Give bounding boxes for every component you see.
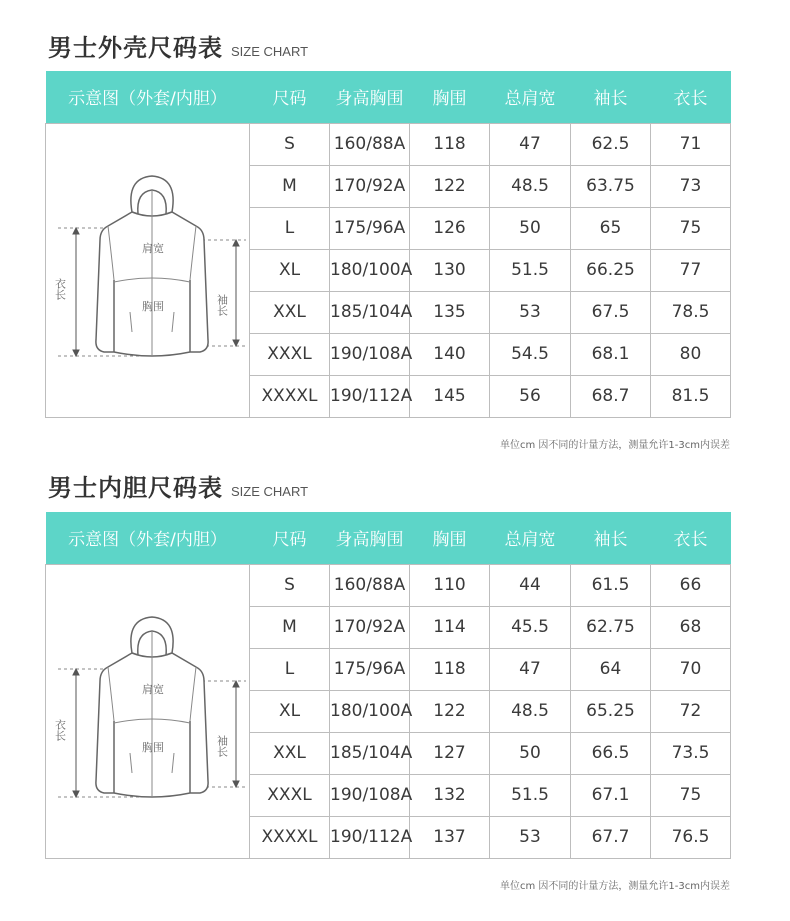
table-cell: 70 xyxy=(651,648,731,690)
table-cell: 66 xyxy=(651,564,731,606)
table-cell: 62.5 xyxy=(571,123,651,165)
length-label: 衣长 xyxy=(53,278,66,300)
table-cell: 48.5 xyxy=(490,165,571,207)
table-cell: 66.5 xyxy=(571,732,651,774)
table-cell: XL xyxy=(250,690,330,732)
table-cell: 65 xyxy=(571,207,651,249)
table-cell: 67.7 xyxy=(571,816,651,858)
table-cell: 78.5 xyxy=(651,291,731,333)
table-cell: 64 xyxy=(571,648,651,690)
table-cell: 75 xyxy=(651,207,731,249)
table-cell: 65.25 xyxy=(571,690,651,732)
column-header: 袖长 xyxy=(571,71,651,123)
inner-note: 单位cm 因不同的计量方法，测量允许1-3cm内误差 xyxy=(500,881,730,892)
table-cell: 110 xyxy=(410,564,490,606)
table-cell: 54.5 xyxy=(490,333,571,375)
table-cell: M xyxy=(250,165,330,207)
table-cell: XXXXL xyxy=(250,816,330,858)
table-cell: 118 xyxy=(410,648,490,690)
table-cell: 53 xyxy=(490,816,571,858)
table-cell: 47 xyxy=(490,123,571,165)
jacket-illustration xyxy=(48,170,248,370)
table-cell: 63.75 xyxy=(571,165,651,207)
table-cell: 130 xyxy=(410,249,490,291)
table-cell: XXL xyxy=(250,732,330,774)
table-cell: 47 xyxy=(490,648,571,690)
table-cell: 61.5 xyxy=(571,564,651,606)
table-cell: 68.1 xyxy=(571,333,651,375)
table-cell: 127 xyxy=(410,732,490,774)
table-cell: 122 xyxy=(410,690,490,732)
table-cell: L xyxy=(250,648,330,690)
table-cell: 45.5 xyxy=(490,606,571,648)
chest-label: 胸围 xyxy=(141,741,164,754)
table-cell: 126 xyxy=(410,207,490,249)
inner-title-cn: 男士内胆尺码表 xyxy=(48,474,223,502)
shoulder-label: 肩宽 xyxy=(141,242,164,255)
outer-section-title xyxy=(48,28,308,63)
column-header: 尺码 xyxy=(250,71,330,123)
table-cell: 175/96A xyxy=(330,207,410,249)
shoulder-label: 肩宽 xyxy=(141,683,164,696)
table-cell: 137 xyxy=(410,816,490,858)
column-header: 示意图（外套/内胆） xyxy=(46,71,250,123)
column-header: 胸围 xyxy=(410,71,490,123)
column-header: 身高胸围 xyxy=(330,512,410,564)
table-cell: 190/108A xyxy=(330,774,410,816)
table-cell: 67.1 xyxy=(571,774,651,816)
outer-note: 单位cm 因不同的计量方法，测量允许1-3cm内误差 xyxy=(500,440,730,451)
column-header: 身高胸围 xyxy=(330,71,410,123)
column-header: 胸围 xyxy=(410,512,490,564)
table-cell: 118 xyxy=(410,123,490,165)
table-cell: 73 xyxy=(651,165,731,207)
table-cell: 50 xyxy=(490,207,571,249)
table-header-row xyxy=(46,71,731,123)
jacket-illustration xyxy=(48,611,248,811)
table-cell: XXXL xyxy=(250,774,330,816)
table-cell: S xyxy=(250,123,330,165)
table-cell: 122 xyxy=(410,165,490,207)
table-cell: 44 xyxy=(490,564,571,606)
table-cell: 68.7 xyxy=(571,375,651,417)
table-cell: XXL xyxy=(250,291,330,333)
table-cell: 180/100A xyxy=(330,249,410,291)
table-cell: 48.5 xyxy=(490,690,571,732)
table-cell: L xyxy=(250,207,330,249)
table-cell: 80 xyxy=(651,333,731,375)
table-cell: 51.5 xyxy=(490,249,571,291)
table-cell: 53 xyxy=(490,291,571,333)
table-cell: 160/88A xyxy=(330,123,410,165)
table-cell: 81.5 xyxy=(651,375,731,417)
column-header: 示意图（外套/内胆） xyxy=(46,512,250,564)
outer-title-cn: 男士外壳尺码表 xyxy=(48,34,223,62)
table-cell: 190/112A xyxy=(330,375,410,417)
table-cell: 185/104A xyxy=(330,732,410,774)
table-cell: 185/104A xyxy=(330,291,410,333)
table-cell: 160/88A xyxy=(330,564,410,606)
column-header: 袖长 xyxy=(571,512,651,564)
table-cell: 51.5 xyxy=(490,774,571,816)
table-cell: 175/96A xyxy=(330,648,410,690)
table-cell: 114 xyxy=(410,606,490,648)
table-cell: 140 xyxy=(410,333,490,375)
table-cell: XXXL xyxy=(250,333,330,375)
table-cell: 132 xyxy=(410,774,490,816)
table-cell: 62.75 xyxy=(571,606,651,648)
table-cell: 68 xyxy=(651,606,731,648)
chest-label: 胸围 xyxy=(141,300,164,313)
sleeve-label: 袖长 xyxy=(215,735,228,757)
table-row xyxy=(46,123,731,165)
table-row xyxy=(46,564,731,606)
length-label: 衣长 xyxy=(53,719,66,741)
table-cell: 75 xyxy=(651,774,731,816)
table-cell: 145 xyxy=(410,375,490,417)
table-cell: XL xyxy=(250,249,330,291)
column-header: 衣长 xyxy=(651,71,731,123)
inner-title-en: SIZE CHART xyxy=(231,484,309,499)
table-cell: 190/108A xyxy=(330,333,410,375)
table-cell: 73.5 xyxy=(651,732,731,774)
table-cell: 56 xyxy=(490,375,571,417)
column-header: 尺码 xyxy=(250,512,330,564)
table-cell: 77 xyxy=(651,249,731,291)
table-cell: M xyxy=(250,606,330,648)
column-header: 衣长 xyxy=(651,512,731,564)
outer-title-en: SIZE CHART xyxy=(231,44,309,59)
column-header: 总肩宽 xyxy=(490,512,571,564)
sleeve-label: 袖长 xyxy=(215,294,228,316)
table-cell: 66.25 xyxy=(571,249,651,291)
table-cell: 190/112A xyxy=(330,816,410,858)
inner-size-table xyxy=(45,512,731,859)
column-header: 总肩宽 xyxy=(490,71,571,123)
illustration-cell xyxy=(46,564,250,858)
table-cell: 67.5 xyxy=(571,291,651,333)
table-cell: 50 xyxy=(490,732,571,774)
illustration-cell xyxy=(46,123,250,417)
inner-section-title xyxy=(48,468,308,503)
table-header-row xyxy=(46,512,731,564)
table-cell: XXXXL xyxy=(250,375,330,417)
table-cell: 71 xyxy=(651,123,731,165)
table-cell: 180/100A xyxy=(330,690,410,732)
table-cell: 76.5 xyxy=(651,816,731,858)
outer-size-table xyxy=(45,71,731,418)
table-cell: 135 xyxy=(410,291,490,333)
table-cell: 72 xyxy=(651,690,731,732)
table-cell: S xyxy=(250,564,330,606)
table-cell: 170/92A xyxy=(330,606,410,648)
table-cell: 170/92A xyxy=(330,165,410,207)
